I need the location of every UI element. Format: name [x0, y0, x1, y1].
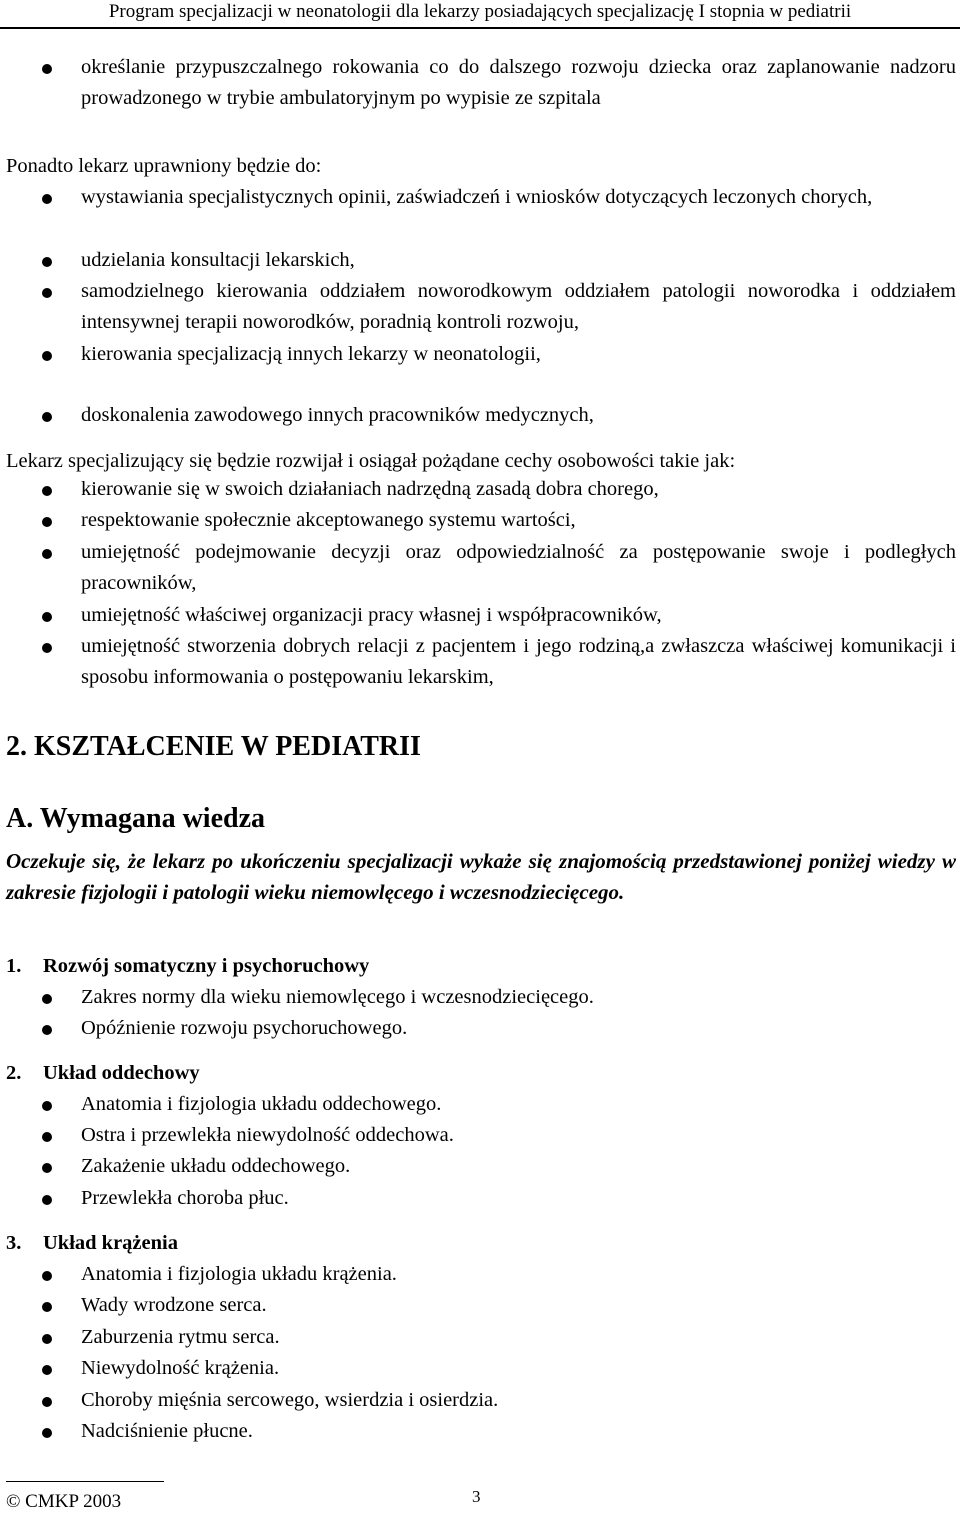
subsection-heading: A. Wymagana wiedza: [6, 803, 265, 834]
list-item: Ostra i przewlekła niewydolność oddechowa.: [81, 1124, 454, 1146]
list-item: doskonalenia zawodowego innych pracowników medycznych,: [81, 404, 594, 426]
section-heading: 2. KSZTAŁCENIE W PEDIATRII: [6, 731, 421, 762]
bullet-icon: [42, 994, 52, 1004]
bullet-icon: [42, 1302, 52, 1312]
list-item: Zaburzenia rytmu serca.: [81, 1326, 280, 1348]
list-item: Wady wrodzone serca.: [81, 1294, 267, 1316]
list-item: Niewydolność krążenia.: [81, 1357, 280, 1379]
list-item: umiejętność podejmowanie decyzji oraz odpowiedzialność za postępowanie swoje i podległych pracowników,: [81, 541, 956, 594]
topic-number: 2.: [6, 1062, 22, 1084]
bullet-icon: [42, 1365, 52, 1375]
bullet-icon: [42, 1334, 52, 1344]
bullet-icon: [42, 1132, 52, 1142]
bullet-icon: [42, 643, 52, 653]
section-intro: Oczekuje się, że lekarz po ukończeniu specjalizacji wykaże się znajomością przedstawionej poniżej wiedzy w zakresie fizjologii i patologii wieku niemowlęcego i wczesnodziecięcego.: [6, 849, 956, 904]
list-item: samodzielnego kierowania oddziałem noworodkowym oddziałem patologii noworodka i oddziałem intensywnej terapii noworodków, poradnią kontroli rozwoju,: [81, 280, 956, 333]
topic-title: Układ krążenia: [43, 1232, 178, 1254]
bullet-icon: [42, 194, 52, 204]
bullet-icon: [42, 1195, 52, 1205]
bullet-icon: [42, 288, 52, 298]
list-item: Choroby mięśnia sercowego, wsierdzia i osierdzia.: [81, 1389, 499, 1411]
list-item: Zakażenie układu oddechowego.: [81, 1155, 351, 1177]
bullet-icon: [42, 1101, 52, 1111]
bullet-icon: [42, 486, 52, 496]
traits-intro: Lekarz specjalizujący się będzie rozwijał i osiągał pożądane cechy osobowości takie jak:: [6, 450, 736, 472]
topic-title: Rozwój somatyczny i psychoruchowy: [43, 955, 370, 977]
bullet-icon: [42, 1271, 52, 1281]
topic-title: Układ oddechowy: [43, 1062, 200, 1084]
bullet-icon: [42, 412, 52, 422]
bullet-icon: [42, 1163, 52, 1173]
list-item: kierowanie się w swoich działaniach nadrzędną zasadą dobra chorego,: [81, 478, 659, 500]
list-item: umiejętność właściwej organizacji pracy własnej i współpracowników,: [81, 604, 662, 626]
bullet-icon: [42, 549, 52, 559]
page-number: 3: [472, 1487, 481, 1506]
bullet-icon: [42, 517, 52, 527]
topic-number: 3.: [6, 1232, 22, 1254]
list-item: Zakres normy dla wieku niemowlęcego i wczesnodziecięcego.: [81, 986, 594, 1008]
list-item: Nadciśnienie płucne.: [81, 1420, 253, 1442]
running-header: Program specjalizacji w neonatologii dla lekarzy posiadających specjalizację I stopnia w pediatrii: [108, 1, 852, 22]
list-item: Przewlekła choroba płuc.: [81, 1187, 289, 1209]
bullet-icon: [42, 1428, 52, 1438]
list-item: respektowanie społecznie akceptowanego systemu wartości,: [81, 509, 576, 531]
list-item: kierowania specjalizacją innych lekarzy w neonatologii,: [81, 343, 541, 365]
footer-divider: [6, 1481, 164, 1482]
list-item: określanie przypuszczalnego rokowania co do dalszego rozwoju dziecka oraz zaplanowanie nadzoru prowadzonego w trybie ambulatoryjnym po wypisie ze szpitala: [81, 56, 956, 109]
rights-intro: Ponadto lekarz uprawniony będzie do:: [6, 155, 322, 177]
bullet-icon: [42, 64, 52, 74]
list-item: wystawiania specjalistycznych opinii, zaświadczeń i wniosków dotyczących leczonych chorych,: [81, 186, 873, 208]
bullet-icon: [42, 1397, 52, 1407]
list-item: Opóźnienie rozwoju psychoruchowego.: [81, 1017, 408, 1039]
footer-copyright: © CMKP 2003: [6, 1491, 122, 1512]
bullet-icon: [42, 612, 52, 622]
bullet-icon: [42, 351, 52, 361]
list-item: umiejętność stworzenia dobrych relacji z pacjentem i jego rodziną,a zwłaszcza właściwej komunikacji i sposobu informowania o postępowaniu lekarskim,: [81, 635, 956, 688]
list-item: udzielania konsultacji lekarskich,: [81, 249, 355, 271]
topic-number: 1.: [6, 955, 22, 977]
list-item: Anatomia i fizjologia układu krążenia.: [81, 1263, 397, 1285]
header-divider: [0, 27, 960, 29]
list-item: Anatomia i fizjologia układu oddechowego.: [81, 1093, 442, 1115]
bullet-icon: [42, 1025, 52, 1035]
bullet-icon: [42, 257, 52, 267]
